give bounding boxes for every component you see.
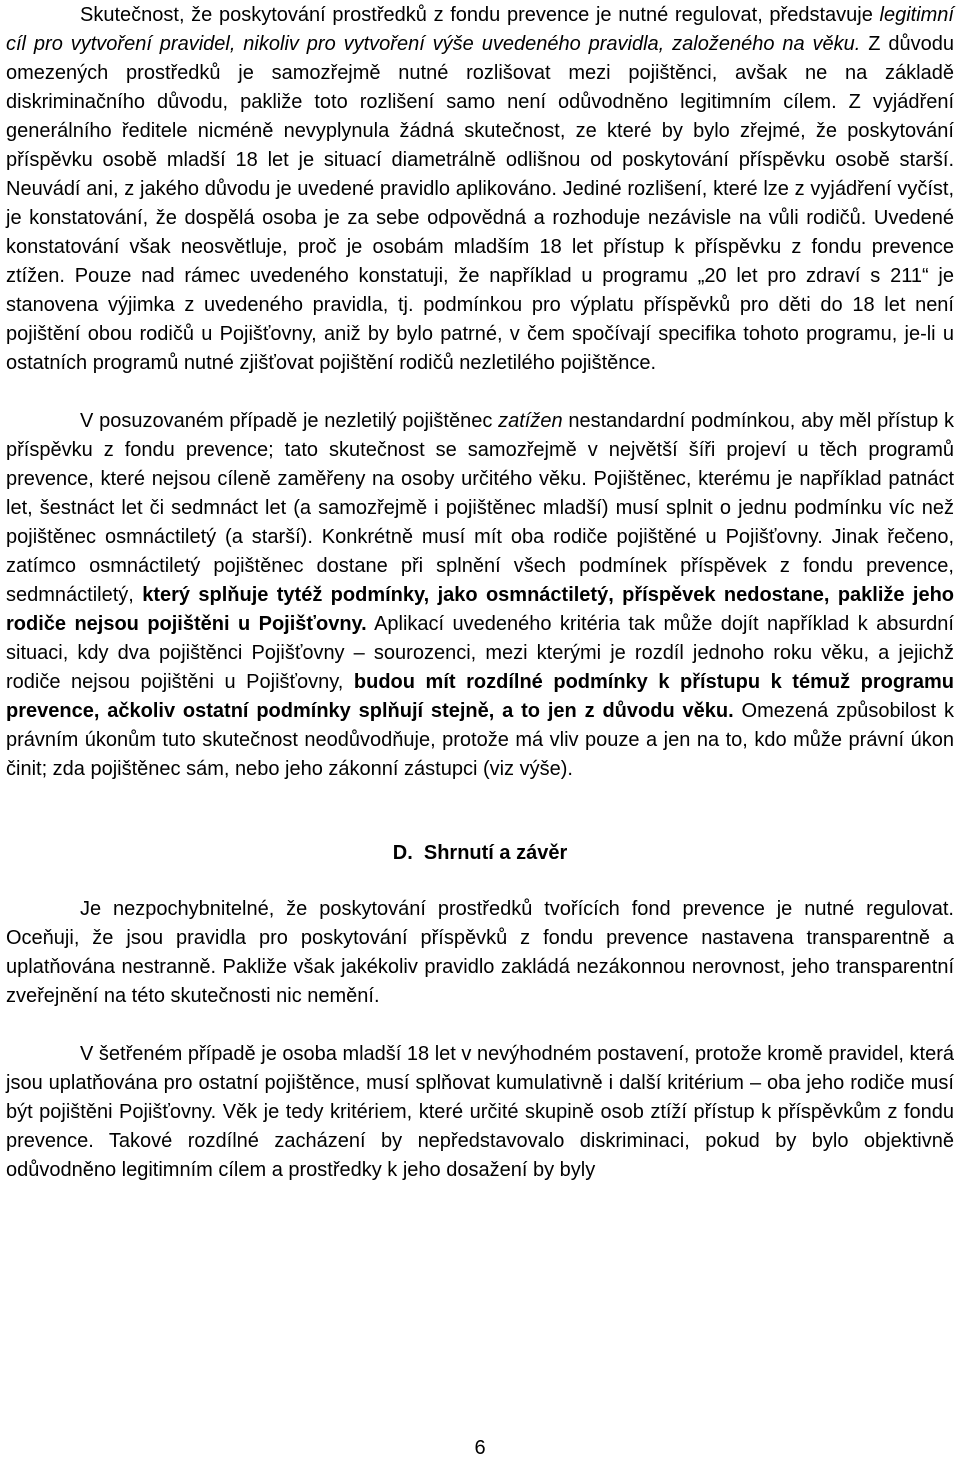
- paragraph-3: Je nezpochybnitelné, že poskytování prostředků tvořících fond prevence je nutné regulovat. Oceňuji, že jsou pravidla pro poskytování příspěvků z fondu prevence nastavena transparentně a uplatňována nestranně. Pakliže však jakékoliv pravidlo zakládá nezákonnou nerovnost, jeho transparentní zveřejnění na této skutečnosti nic nemění.: [6, 898, 954, 1007]
- paragraph-2-bold-2: budou mít rozdílné podmínky k přístupu k témuž programu prevence, ačkoliv ostatní podmínky splňují stejně, a to jen z důvodu věku.: [6, 671, 954, 722]
- paragraph-2-text-3: Aplikací uvedeného kritéria tak může dojít například k absurdní situaci, kdy dva pojištěnci Pojišťovny – sourozenci, mezi kterými je rozdíl jednoho roku věku, a jejichž rodiče nejsou pojištěni u Pojišťovny,: [6, 613, 954, 693]
- paragraph-1-italic: legitimní cíl pro vytvoření pravidel, nikoliv pro vytvoření výše uvedeného pravidla, založeného na věku.: [6, 4, 954, 55]
- page-number: 6: [474, 1437, 486, 1459]
- paragraph-2-italic: zatížen: [498, 410, 563, 432]
- paragraph-2-text-2: nestandardní podmínkou, aby měl přístup k příspěvku z fondu prevence; tato skutečnost se samozřejmě v největší šíři projeví u těch programů prevence, které nejsou cíleně zaměřeny na osoby určitého věku. Pojištěnec, kterému je například patnáct let, šestnáct let či sedmnáct let (a samozřejmě i pojištěnec mladší) musí splnit o jednu podmínku víc než pojištěnec osmnáctiletý (a starší). Konkrétně musí mít oba rodiče pojištěné u Pojišťovny. Jinak řečeno, zatímco osmnáctiletý pojištěnec dostane při splnění všech podmínek příspěvek z fondu prevence, sedmnáctiletý,: [6, 410, 954, 606]
- document-page: [6, 0, 954, 1185]
- section-heading: D. Shrnutí a závěr: [392, 842, 568, 864]
- paragraph-4: V šetřeném případě je osoba mladší 18 let v nevýhodném postavení, protože kromě pravidel, která jsou uplatňována pro ostatní pojištěnce, musí splňovat kumulativně i další kritérium – oba jeho rodiče musí být pojištěni Pojišťovny. Věk je tedy kritériem, které určité skupině osob ztíží přístup k příspěvkům z fondu prevence. Takové rozdílné zacházení by nepředstavovalo diskriminaci, pokud by bylo objektivně odůvodněno legitimním cílem a prostředky k jeho dosažení by byly: [6, 1043, 954, 1181]
- paragraph-1-text-continued: Z důvodu omezených prostředků je samozřejmě nutné rozlišovat mezi pojištěnci, avšak ne na základě diskriminačního důvodu, pakliže toto rozlišení samo není odůvodněno legitimním cílem. Z vyjádření generálního ředitele nicméně nevyplynula žádná skutečnost, ze které by bylo zřejmé, že poskytování příspěvku osobě mladší 18 let je situací diametrálně odlišnou od poskytování příspěvku osobě starší. Neuvádí ani, z jakého důvodu je uvedené pravidlo aplikováno. Jediné rozlišení, které lze z vyjádření vyčíst, je konstatování, že dospělá osoba je za sebe odpovědná a rozhoduje nezávisle na vůli rodičů. Uvedené konstatování však neosvětluje, proč je osobám mladším 18 let přístup k příspěvku z fondu prevence ztížen. Pouze nad rámec uvedeného konstatuji, že například u programu „20 let pro zdraví s 211“ je stanovena výjimka z uvedeného pravidla, tj. podmínkou pro výplatu příspěvků pro děti do 18 let není pojištění obou rodičů u Pojišťovny, aniž by bylo patrné, v čem spočívají specifika tohoto programu, je-li u ostatních programů nutné zjišťovat pojištění rodičů nezletilého pojištěnce.: [6, 33, 954, 374]
- paragraph-1: [6, 0, 954, 378]
- paragraph-2-text: V posuzovaném případě je nezletilý pojištěnec: [80, 410, 499, 432]
- paragraph-2: [6, 407, 954, 784]
- paragraph-2-text-4: Omezená způsobilost k právním úkonům tuto skutečnost neodůvodňuje, protože má vliv pouze a jen na to, kdo může právní úkon činit; zda pojištěnec sám, nebo jeho zákonní zástupci (viz výše).: [6, 700, 954, 780]
- paragraph-1-text: Skutečnost, že poskytování prostředků z fondu prevence je nutné regulovat, představuje: [80, 4, 880, 26]
- paragraph-2-bold-1: který splňuje tytéž podmínky, jako osmnáctiletý, příspěvek nedostane, pakliže jeho rodiče nejsou pojištěni u Pojišťovny.: [6, 584, 955, 635]
